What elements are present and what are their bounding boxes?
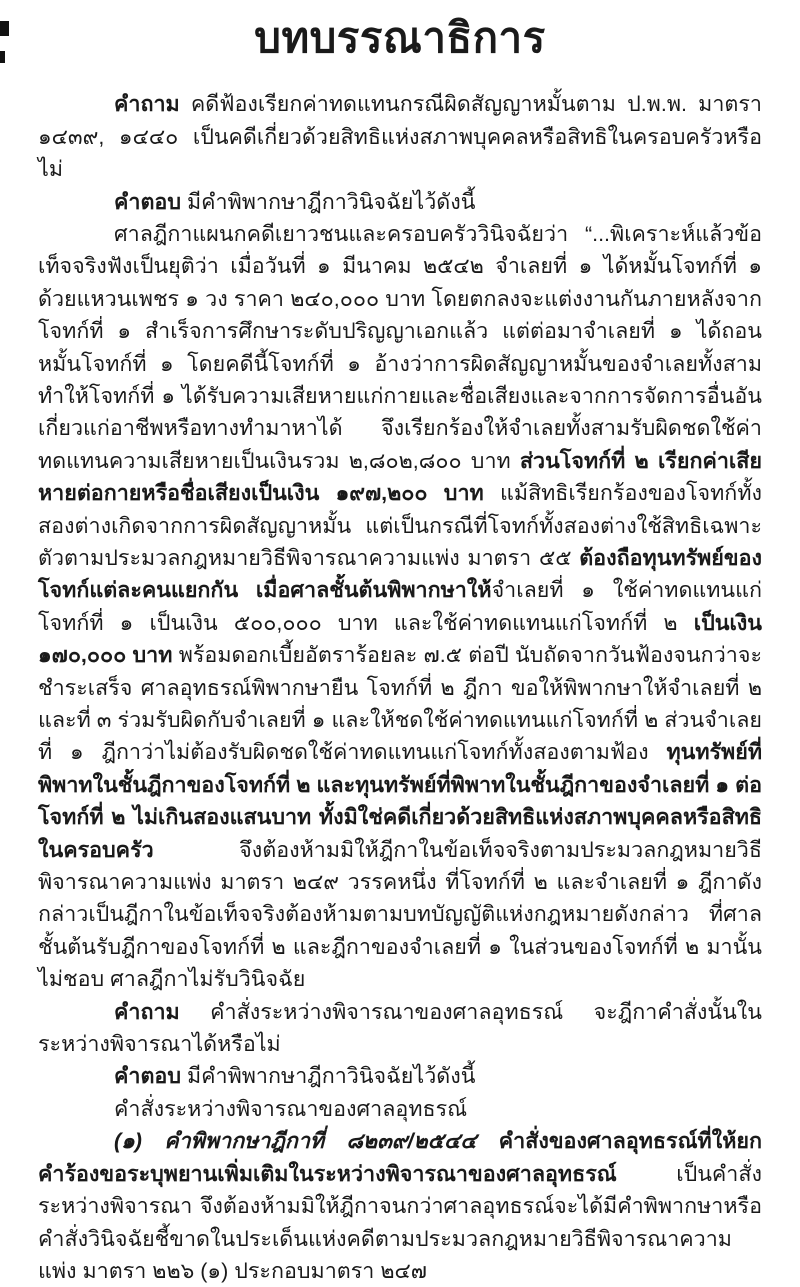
- paragraph-answer-2: [38, 1060, 762, 1092]
- paragraph-question-1: [38, 88, 762, 185]
- text-run: จำเลยที่ ๑ ใช้ค่าทดแทนแก่โจทก์ที่ ๑ เป็นเงิน ๕๐๐,๐๐๐ บาท และใช้ค่าทดแทนแก่โจทก์ที่ ๒: [38, 578, 763, 635]
- bold-run: เป็นเงิน ๑๗๐,๐๐๐ บาท: [38, 610, 762, 668]
- paragraph-subheading: [38, 1093, 762, 1125]
- text-run: แม้สิทธิเรียกร้องของโจทก์ทั้งสองต่างเกิดจากการผิดสัญญาหมั้น แต่เป็นกรณีที่โจทก์ทั้งสองต่างใช้สิทธิเฉพาะตัวตามประมวลกฎหมายวิธีพิจารณาความแพ่ง มาตรา ๕๕: [38, 481, 762, 570]
- text-run: มีคำพิพากษาฎีกาวินิจฉัยไว้ดังนี้: [180, 189, 476, 214]
- text-run: คำสั่งระหว่างพิจารณาของศาลอุทธรณ์ จะฎีกาคำสั่งนั้นในระหว่างพิจารณาได้หรือไม่: [38, 999, 762, 1057]
- citation-run: (๑) คำพิพากษาฎีกาที่ ๘๒๓๙/๒๕๔๔: [114, 1129, 477, 1154]
- text-run: พร้อมดอกเบี้ยอัตราร้อยละ ๗.๕ ต่อปี นับถัดจากวันฟ้องจนกว่าจะชำระเสร็จ ศาลอุทธรณ์พิพากษายืน โจทก์ที่ ๒ ฎีกา ขอให้พิพากษาให้จำเลยที่ ๒ และที่ ๓ ร่วมรับผิดกับจำเลยที่ ๑ และให้ชดใช้ค่าทดแทนแก่โจทก์ที่ ๒ ส่วนจำเลยที่ ๑ ฎีกาว่าไม่ต้องรับผิดชดใช้ค่าทดแทนแก่โจทก์ทั้งสองตามฟ้อง: [38, 643, 762, 765]
- paragraph-judgment-8239-2544: [38, 1125, 762, 1287]
- scan-artifact-mark: [0, 51, 5, 63]
- text-run: ศาลฎีกาแผนกคดีเยาวชนและครอบครัววินิจฉัยว่า “...พิเคราะห์แล้วข้อเท็จจริงฟังเป็นยุติว่า เมื่อวันที่ ๑ มีนาคม ๒๕๔๒ จำเลยที่ ๑ ได้หมั้นโจทก์ที่ ๑ ด้วยแหวนเพชร ๑ วง ราคา ๒๔๐,๐๐๐ บาท โดยตกลงจะแต่งงานกันภายหลังจากโจทก์ที่ ๑ สำเร็จการศึกษาระดับปริญญาเอกแล้ว แต่ต่อมาจำเลยที่ ๑ ได้ถอนหมั้นโจทก์ที่ ๑ โดยคดีนี้โจทก์ที่ ๑ อ้างว่าการผิดสัญญาหมั้นของจำเลยทั้งสามทำให้โจทก์ที่ ๑ ได้รับความเสียหายแก่กายและชื่อเสียงและจากการจัดการอื่นอันเกี่ยวแก่อาชีพหรือทางทำมาหาได้ จึงเรียกร้องให้จำเลยทั้งสามรับผิดชดใช้ค่าทดแทนความเสียหายเป็นเงินรวม ๒,๘๐๒,๘๐๐ บาท: [38, 221, 762, 473]
- scan-artifact-mark: [0, 21, 9, 36]
- paragraph-answer-1: [38, 186, 762, 218]
- answer-label: คำตอบ: [114, 1064, 181, 1089]
- text-run: เป็นคำสั่งระหว่างพิจารณา จึงต้องห้ามมิให้ฎีกาจนกว่าศาลอุทธรณ์จะได้มีคำพิพากษาหรือคำสั่งวินิจฉัยชี้ขาดในประเด็นแห่งคดีตามประมวลกฎหมายวิธีพิจารณาความแพ่ง มาตรา ๒๒๖ (๑) ประกอบมาตรา ๒๔๗: [38, 1161, 762, 1283]
- scanned-document-page: [0, 14, 800, 1283]
- document-body: [0, 88, 800, 1287]
- bold-run: ต้องถือทุนทรัพย์ของโจทก์แต่ละคนแยกกัน เมื่อศาลชั้นต้นพิพากษาให้: [38, 545, 762, 603]
- bold-run: คำสั่งของศาลอุทธรณ์ที่ให้ยกคำร้องขอระบุพยานเพิ่มเติมในระหว่างพิจารณาของศาลอุทธรณ์: [38, 1129, 762, 1186]
- paragraph-question-2: [38, 996, 762, 1061]
- text-run: จึงต้องห้ามมิให้ฎีกาในข้อเท็จจริงตามประมวลกฎหมายวิธีพิจารณาความแพ่ง มาตรา ๒๔๙ วรรคหนึ่ง ที่โจทก์ที่ ๒ และจำเลยที่ ๑ ฎีกาดังกล่าวเป็นฎีกาในข้อเท็จจริงต้องห้ามตามบทบัญญัติแห่งกฎหมายดังกล่าว ที่ศาลชั้นต้นรับฎีกาของโจทก์ที่ ๒ และฎีกาของจำเลยที่ ๑ ในส่วนของโจทก์ที่ ๒ มานั้นไม่ชอบ ศาลฎีกาไม่รับวินิจฉัย: [38, 837, 762, 992]
- text-run: คำสั่งระหว่างพิจารณาของศาลอุทธรณ์: [114, 1096, 468, 1121]
- question-label: คำถาม: [114, 999, 180, 1024]
- page-title: บทบรรณาธิการ: [254, 14, 546, 61]
- paragraph-judgment-family-case: [38, 218, 762, 996]
- bold-run: ทุนทรัพย์ที่พิพาทในชั้นฎีกาของโจทก์ที่ ๒ และทุนทรัพย์ที่พิพาทในชั้นฎีกาของจำเลยที่ ๑ ต่อโจทก์ที่ ๒ ไม่เกินสองแสนบาท ทั้งมิใช่คดีเกี่ยวด้วยสิทธิแห่งสภาพบุคคลหรือสิทธิในครอบครัว: [38, 740, 762, 862]
- question-label: คำถาม: [114, 92, 180, 117]
- answer-label: คำตอบ: [114, 189, 181, 214]
- text-run: คดีฟ้องเรียกค่าทดแทนกรณีผิดสัญญาหมั้นตาม ป.พ.พ. มาตรา ๑๔๓๙, ๑๔๔๐ เป็นคดีเกี่ยวด้วยสิทธิแห่งสภาพบุคคลหรือสิทธิในครอบครัวหรือไม่: [38, 92, 762, 182]
- text-run: มีคำพิพากษาฎีกาวินิจฉัยไว้ดังนี้: [180, 1064, 476, 1089]
- bold-run: ส่วนโจทก์ที่ ๒ เรียกค่าเสียหายต่อกายหรือชื่อเสียงเป็นเงิน ๑๙๗,๒๐๐ บาท: [38, 448, 762, 506]
